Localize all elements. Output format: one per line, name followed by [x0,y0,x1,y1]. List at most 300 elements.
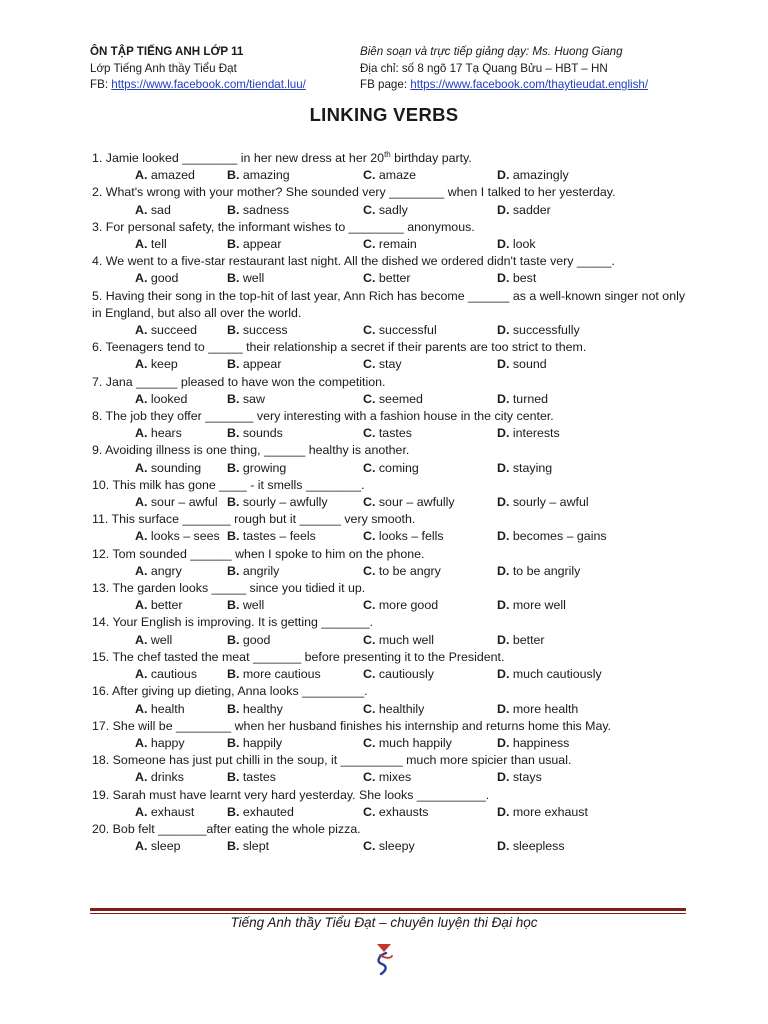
answer-option-b [227,769,363,786]
answer-option-b [227,391,363,408]
option-text: exhausts [378,804,429,819]
option-text: drinks [150,770,184,785]
answer-option-b [227,838,363,855]
answer-option-a [92,666,227,683]
option-letter: C. [363,563,376,578]
answer-option-a [92,425,227,442]
answer-option-a [92,701,227,718]
question-item [92,150,692,184]
answer-option-b [227,425,363,442]
answer-options [92,270,692,287]
answer-option-a [92,270,227,287]
option-letter: C. [363,323,376,338]
footer-rule-thick [90,908,686,911]
option-letter: C. [363,357,376,372]
option-letter: C. [363,598,376,613]
option-letter: D. [497,735,510,750]
option-text: happy [150,735,185,750]
answer-option-b [227,356,363,373]
fb-label: FB: [90,78,112,91]
option-text: becomes – gains [512,529,607,544]
option-text: sleep [150,839,181,854]
answer-option-a [92,322,227,339]
question-text [92,683,692,700]
option-letter: A. [135,804,148,819]
option-letter: C. [363,529,376,544]
option-letter: B. [227,632,240,647]
option-letter: C. [363,237,376,252]
answer-option-c [363,735,497,752]
option-letter: D. [497,495,510,510]
option-text: well [150,632,173,647]
question-stem: 1. Jamie looked ________ in her new dress at her 20 [92,151,385,165]
option-letter: C. [363,202,376,217]
answer-options [92,804,692,821]
question-text [92,718,692,735]
question-stem: 19. Sarah must have learnt very hard yesterday. She looks __________. [92,787,490,802]
option-letter: A. [135,839,148,854]
option-text: looks – sees [150,529,220,544]
option-text: sour – awful [150,495,218,510]
option-text: remain [378,237,417,252]
option-text: well [242,598,265,613]
answer-option-a [92,202,227,219]
question-stem: 5. Having their song in the top-hit of last year, Ann Rich has become ______ as a well-known singer not only in England, but also all over the world. [92,288,686,320]
answer-options [92,666,692,683]
option-letter: B. [227,804,240,819]
answer-option-b [227,701,363,718]
option-letter: D. [497,237,510,252]
option-letter: C. [363,701,376,716]
option-text: much happily [378,735,452,750]
question-item [92,752,692,786]
option-text: amazingly [512,168,569,183]
answer-options [92,838,692,855]
option-text: tastes [242,770,276,785]
option-text: much cautiously [512,667,602,682]
option-letter: C. [363,460,376,475]
answer-option-d [497,735,569,752]
answer-option-d [497,425,560,442]
question-stem: 15. The chef tasted the meat _______ before presenting it to the President. [92,649,505,664]
option-letter: B. [227,735,240,750]
option-letter: D. [497,529,510,544]
option-text: turned [512,391,548,406]
question-item [92,408,692,442]
option-text: better [150,598,183,613]
fb-line [90,77,360,94]
option-letter: B. [227,202,240,217]
answer-option-a [92,236,227,253]
option-letter: A. [135,168,148,183]
answer-option-b [227,563,363,580]
option-text: much well [378,632,434,647]
fb-page-link[interactable]: https://www.facebook.com/thaytieudat.english/ [410,78,649,91]
question-text [92,546,692,563]
answer-option-b [227,460,363,477]
question-item [92,787,692,821]
answer-options [92,494,692,511]
option-letter: A. [135,632,148,647]
option-letter: A. [135,426,148,441]
answer-option-a [92,460,227,477]
option-letter: D. [497,357,510,372]
option-text: more health [512,701,579,716]
question-stem: 20. Bob felt _______after eating the whole pizza. [92,821,361,836]
answer-option-a [92,769,227,786]
option-text: stay [378,357,402,372]
question-item [92,374,692,408]
question-text [92,150,692,167]
answer-option-c [363,528,497,545]
answer-option-c [363,167,497,184]
option-text: looks – fells [378,529,444,544]
question-item [92,184,692,218]
option-text: health [150,701,185,716]
answer-option-c [363,202,497,219]
answer-option-a [92,528,227,545]
answer-option-a [92,563,227,580]
option-letter: A. [135,563,148,578]
option-letter: B. [227,426,240,441]
question-item [92,821,692,855]
page-header [90,44,690,94]
answer-options [92,632,692,649]
answer-option-b [227,804,363,821]
page-title: LINKING VERBS [309,104,459,125]
option-letter: D. [497,839,510,854]
question-text [92,339,692,356]
option-letter: C. [363,168,376,183]
option-text: cautiously [378,667,434,682]
question-stem: 3. For personal safety, the informant wishes to ________ anonymous. [92,219,475,234]
fb-page-label: FB page: [360,78,411,91]
option-letter: B. [227,495,240,510]
option-letter: A. [135,770,148,785]
option-letter: A. [135,667,148,682]
question-stem: 16. After giving up dieting, Anna looks _________. [92,684,368,699]
answer-option-c [363,701,497,718]
answer-options [92,735,692,752]
answer-option-d [497,270,536,287]
question-text [92,219,692,236]
option-letter: D. [497,598,510,613]
answer-option-a [92,391,227,408]
answer-options [92,769,692,786]
option-text: stays [512,770,542,785]
answer-option-d [497,167,569,184]
question-text [92,288,692,322]
option-letter: D. [497,426,510,441]
option-text: more good [378,598,439,613]
answer-option-c [363,597,497,614]
option-text: amaze [378,168,417,183]
option-letter: A. [135,701,148,716]
option-text: slept [242,839,270,854]
option-letter: D. [497,701,510,716]
course-title: ÔN TẬP TIẾNG ANH LỚP 11 [90,45,244,58]
answer-option-d [497,804,588,821]
answer-option-a [92,167,227,184]
option-text: keep [150,357,178,372]
option-text: tastes [378,426,412,441]
question-text [92,408,692,425]
answer-option-d [497,391,548,408]
option-letter: C. [363,839,376,854]
answer-options [92,528,692,545]
option-letter: B. [227,271,240,286]
answer-option-c [363,632,497,649]
answer-option-d [497,528,607,545]
question-stem: 6. Teenagers tend to _____ their relationship a secret if their parents are too strict to them. [92,340,587,355]
answer-option-d [497,632,545,649]
option-text: good [150,271,179,286]
option-letter: A. [135,391,148,406]
option-text: sadness [242,202,290,217]
option-text: sleepy [378,839,415,854]
option-text: angry [150,563,182,578]
question-item [92,253,692,287]
option-letter: A. [135,202,148,217]
question-stem: 4. We went to a five-star restaurant last night. All the dished we ordered didn't taste very _____. [92,254,615,269]
address-line: Địa chỉ: số 8 ngõ 17 Tạ Quang Bửu – HBT – HN [360,61,608,75]
fb-link[interactable]: https://www.facebook.com/tiendat.luu/ [111,78,306,91]
answer-option-c [363,804,497,821]
answer-option-c [363,666,497,683]
answer-option-c [363,425,497,442]
answer-options [92,202,692,219]
option-text: staying [512,460,553,475]
answer-options [92,391,692,408]
answer-option-c [363,460,497,477]
answer-option-a [92,494,227,511]
answer-option-c [363,391,497,408]
answer-option-a [92,597,227,614]
answer-option-d [497,322,580,339]
question-text [92,477,692,494]
option-letter: B. [227,839,240,854]
option-text: happiness [512,735,570,750]
option-letter: A. [135,598,148,613]
option-text: exhauted [242,804,294,819]
question-text [92,580,692,597]
option-text: better [378,271,411,286]
option-text: healthily [378,701,425,716]
option-text: more well [512,598,566,613]
option-text: better [512,632,545,647]
option-text: exhaust [150,804,195,819]
question-stem: 17. She will be ________ when her husband finishes his internship and returns home this May. [92,718,612,733]
answer-option-b [227,167,363,184]
question-text [92,253,692,270]
question-text [92,442,692,459]
question-stem-end: birthday party. [390,151,472,165]
answer-option-c [363,236,497,253]
option-letter: D. [497,563,510,578]
option-letter: D. [497,667,510,682]
option-text: looked [150,391,188,406]
fb-page-line [360,77,648,94]
answer-option-b [227,202,363,219]
option-letter: B. [227,323,240,338]
question-text [92,787,692,804]
answer-options [92,563,692,580]
option-letter: B. [227,357,240,372]
question-text [92,374,692,391]
answer-option-b [227,528,363,545]
answer-option-b [227,236,363,253]
option-text: sour – awfully [378,495,455,510]
option-text: interests [512,426,560,441]
option-text: appear [242,237,282,252]
answer-options [92,356,692,373]
answer-option-b [227,666,363,683]
option-text: sadly [378,202,408,217]
option-text: mixes [378,770,412,785]
question-item [92,442,692,476]
option-text: angrily [242,563,280,578]
option-letter: B. [227,237,240,252]
answer-options [92,597,692,614]
option-text: sounds [242,426,283,441]
option-text: successful [378,323,437,338]
option-text: good [242,632,271,647]
option-text: sadder [512,202,551,217]
question-item [92,288,692,340]
question-item [92,339,692,373]
option-text: sourly – awfully [242,495,328,510]
question-stem: 11. This surface _______ rough but it ______ very smooth. [92,512,416,527]
option-text: happily [242,735,283,750]
question-stem: 18. Someone has just put chilli in the soup, it _________ much more spicier than usual. [92,753,572,768]
option-letter: B. [227,598,240,613]
answer-option-d [497,563,580,580]
answer-option-d [497,838,565,855]
class-name: Lớp Tiếng Anh thầy Tiểu Đạt [90,61,237,75]
option-text: appear [242,357,282,372]
option-text: amazed [150,168,195,183]
option-text: sad [150,202,171,217]
option-letter: A. [135,529,148,544]
answer-option-d [497,460,552,477]
question-item [92,649,692,683]
header-row-1 [90,44,690,61]
question-stem: 7. Jana ______ pleased to have won the competition. [92,374,386,389]
option-letter: C. [363,426,376,441]
option-letter: B. [227,168,240,183]
answer-option-d [497,202,551,219]
answer-option-b [227,494,363,511]
option-letter: A. [135,735,148,750]
option-letter: C. [363,495,376,510]
option-letter: B. [227,667,240,682]
answer-option-b [227,270,363,287]
option-text: tastes – feels [242,529,316,544]
question-item [92,614,692,648]
option-text: amazing [242,168,290,183]
answer-options [92,167,692,184]
question-list [92,150,692,855]
option-letter: D. [497,391,510,406]
option-letter: B. [227,563,240,578]
answer-option-d [497,356,547,373]
answer-option-b [227,322,363,339]
question-stem: 9. Avoiding illness is one thing, ______ healthy is another. [92,443,410,458]
question-stem: 10. This milk has gone ____ - it smells ________. [92,477,365,492]
option-text: cautious [150,667,198,682]
question-item [92,511,692,545]
option-letter: D. [497,804,510,819]
option-letter: C. [363,391,376,406]
option-text: to be angrily [512,563,581,578]
option-text: sleepless [512,839,565,854]
option-letter: A. [135,495,148,510]
question-text [92,511,692,528]
question-item [92,580,692,614]
answer-option-d [497,666,602,683]
answer-option-a [92,735,227,752]
answer-option-c [363,494,497,511]
option-letter: B. [227,391,240,406]
question-item [92,219,692,253]
option-text: tell [150,237,167,252]
answer-options [92,322,692,339]
option-letter: B. [227,701,240,716]
option-text: more cautious [242,667,321,682]
option-letter: B. [227,460,240,475]
answer-options [92,236,692,253]
answer-options [92,460,692,477]
question-item [92,546,692,580]
option-letter: A. [135,357,148,372]
option-text: sourly – awful [512,495,589,510]
answer-option-c [363,563,497,580]
question-text [92,821,692,838]
option-letter: C. [363,804,376,819]
option-letter: C. [363,632,376,647]
option-text: healthy [242,701,283,716]
header-row-2 [90,61,690,78]
option-text: sound [512,357,547,372]
question-text [92,614,692,631]
answer-option-b [227,735,363,752]
option-text: hears [150,426,182,441]
footer-text: Tiếng Anh thầy Tiểu Đạt – chuyên luyện thi Đại học [230,915,538,930]
answer-option-d [497,597,566,614]
option-letter: D. [497,323,510,338]
option-text: well [242,271,265,286]
option-letter: C. [363,271,376,286]
question-superscript: th [384,149,391,159]
answer-option-a [92,356,227,373]
option-letter: D. [497,770,510,785]
option-letter: D. [497,632,510,647]
option-letter: C. [363,770,376,785]
option-letter: A. [135,323,148,338]
answer-option-c [363,838,497,855]
option-letter: B. [227,770,240,785]
question-item [92,683,692,717]
option-letter: A. [135,237,148,252]
question-stem: 12. Tom sounded ______ when I spoke to him on the phone. [92,546,425,561]
answer-option-a [92,804,227,821]
answer-options [92,701,692,718]
option-letter: D. [497,460,510,475]
answer-option-a [92,632,227,649]
question-item [92,477,692,511]
answer-option-b [227,597,363,614]
answer-option-c [363,356,497,373]
